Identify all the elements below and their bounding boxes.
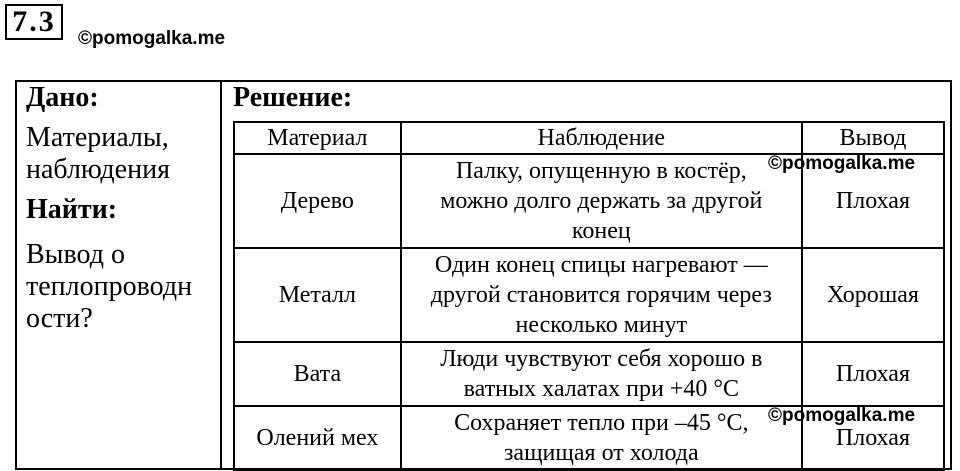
cell-conclusion: Плохая [802, 154, 944, 248]
cell-material: Вата [234, 342, 401, 406]
cell-conclusion: Плохая [802, 342, 944, 406]
given-text: Материалы, наблюдения [26, 122, 170, 185]
cell-material: Олений мех [234, 406, 401, 470]
cell-conclusion: Плохая [802, 406, 944, 470]
find-text: Вывод о теплопроводн ости? [26, 239, 193, 334]
cell-observation: Один конец спицы нагревают — другой становится горячим через несколько минут [401, 248, 802, 342]
find-title: Найти: [26, 194, 118, 225]
watermark-header: ©pomogalka.me [78, 28, 226, 49]
solution-title: Решение: [233, 82, 353, 113]
watermark-table-1: ©pomogalka.me [768, 153, 916, 174]
cell-material: Металл [234, 248, 401, 342]
watermark-table-2: ©pomogalka.me [768, 405, 916, 426]
cell-observation: Сохраняет тепло при –45 °С, защищая от холода [401, 406, 802, 470]
given-title: Дано: [26, 82, 99, 113]
table-row [234, 342, 944, 406]
column-divider [220, 80, 222, 470]
given-find-column [26, 82, 216, 335]
problem-number: 7.3 [5, 4, 63, 40]
col-header-observation: Наблюдение [401, 122, 802, 154]
col-header-conclusion: Вывод [802, 122, 944, 154]
table-header-row [234, 122, 944, 154]
cell-material: Дерево [234, 154, 401, 248]
table-row [234, 248, 944, 342]
col-header-material: Материал [234, 122, 401, 154]
cell-observation: Палку, опущенную в костёр, можно долго держать за другой конец [401, 154, 802, 248]
cell-conclusion: Хорошая [802, 248, 944, 342]
cell-observation: Люди чувствуют себя хорошо в ватных халатах при +40 °С [401, 342, 802, 406]
